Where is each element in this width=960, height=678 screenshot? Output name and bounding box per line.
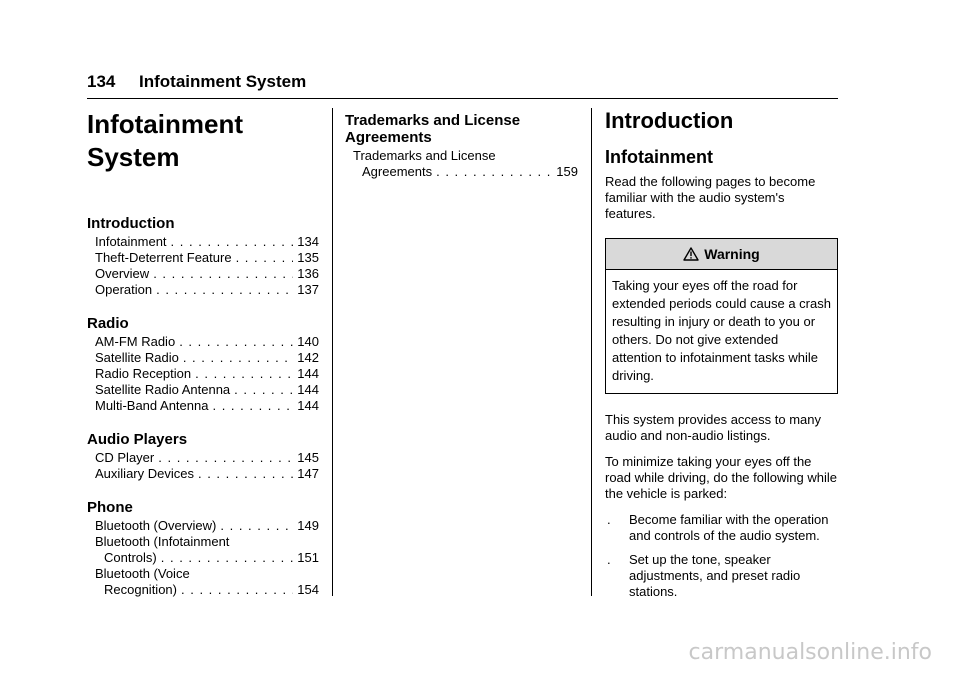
content-column bbox=[605, 108, 838, 608]
toc-heading: Introduction bbox=[87, 215, 175, 232]
toc-heading: Audio Players bbox=[87, 431, 188, 448]
toc-section-audio-players bbox=[87, 431, 319, 482]
toc-page-number: 154 bbox=[297, 582, 319, 597]
column-divider bbox=[591, 108, 592, 596]
toc-entry[interactable]: Theft-Deterrent Feature . . . 135 bbox=[87, 250, 319, 266]
toc-page-number: 135 bbox=[297, 250, 319, 265]
toc-page-number: 144 bbox=[297, 382, 319, 397]
toc-section-introduction bbox=[87, 215, 319, 298]
toc-page-number: 147 bbox=[297, 466, 319, 481]
bullet-item bbox=[605, 512, 838, 544]
toc-entry[interactable]: Overview . . . 136 bbox=[87, 266, 319, 282]
toc-entry[interactable]: Radio Reception . . . 144 bbox=[87, 366, 319, 382]
running-section-title: Infotainment System bbox=[139, 72, 307, 91]
toc-entry[interactable]: Bluetooth (Infotainment Controls) . . . 151 bbox=[87, 534, 319, 566]
header-rule bbox=[87, 98, 838, 99]
toc-page-number: 145 bbox=[297, 450, 319, 465]
toc-section-radio bbox=[87, 315, 319, 414]
bullet-text: Become familiar with the operation and controls of the audio system. bbox=[629, 512, 829, 543]
toc-heading: Phone bbox=[87, 499, 133, 516]
intro-paragraph: Read the following pages to become familiar with the audio system's features. bbox=[605, 174, 816, 221]
toc-page-number: 144 bbox=[297, 398, 319, 413]
toc-entry[interactable]: Operation . . . 137 bbox=[87, 282, 319, 298]
toc-page-number: 140 bbox=[297, 334, 319, 349]
toc-page-number: 149 bbox=[297, 518, 319, 533]
toc-page-number: 137 bbox=[297, 282, 319, 297]
subsection-heading: Infotainment bbox=[605, 147, 713, 167]
watermark: carmanualsonline.info bbox=[688, 640, 932, 665]
toc-entry[interactable]: Auxiliary Devices . . . 147 bbox=[87, 466, 319, 482]
warning-text: Taking your eyes off the road for extended periods could cause a crash resulting in injury or death to you or others. Do not give extended attention to infotainment tasks while driving. bbox=[612, 278, 831, 383]
bullet-text: Set up the tone, speaker adjustments, and preset radio stations. bbox=[629, 552, 801, 599]
bullet-mark: . bbox=[607, 512, 611, 527]
warning-label: Warning bbox=[704, 246, 760, 262]
toc-entry[interactable]: Satellite Radio Antenna . . . 144 bbox=[87, 382, 319, 398]
toc-page-number: 134 bbox=[297, 234, 319, 249]
column-divider bbox=[332, 108, 333, 596]
toc-heading: Radio bbox=[87, 315, 129, 332]
toc-page-number: 136 bbox=[297, 266, 319, 281]
toc-entry[interactable]: Trademarks and License Agreements . . . 159 bbox=[345, 148, 578, 180]
toc-heading: Trademarks and License Agreements bbox=[345, 112, 521, 146]
toc-page-number: 151 bbox=[297, 550, 319, 565]
toc-column-2 bbox=[345, 112, 578, 180]
toc-entry[interactable]: Multi-Band Antenna . . . 144 bbox=[87, 398, 319, 414]
toc-entry[interactable]: CD Player . . . 145 bbox=[87, 450, 319, 466]
toc-page-number: 144 bbox=[297, 366, 319, 381]
page-number: 134 bbox=[87, 72, 116, 91]
section-heading: Introduction bbox=[605, 108, 734, 133]
toc-entry[interactable]: Satellite Radio . . . 142 bbox=[87, 350, 319, 366]
toc-entry[interactable]: Bluetooth (Overview) . . . 149 bbox=[87, 518, 319, 534]
warning-header bbox=[606, 239, 837, 270]
chapter-title: Infotainment System bbox=[87, 109, 243, 172]
warning-triangle-icon bbox=[683, 247, 699, 261]
toc-entry[interactable]: Bluetooth (Voice Recognition) . . . 154 bbox=[87, 566, 319, 598]
paragraph: To minimize taking your eyes off the road while driving, do the following while the vehicle is parked: bbox=[605, 454, 837, 501]
toc-column-1 bbox=[87, 108, 319, 598]
warning-box bbox=[605, 238, 838, 394]
toc-entry[interactable]: AM-FM Radio . . . 140 bbox=[87, 334, 319, 350]
toc-page-number: 142 bbox=[297, 350, 319, 365]
bullet-item bbox=[605, 552, 838, 600]
toc-page-number: 159 bbox=[556, 164, 578, 179]
toc-section-phone bbox=[87, 499, 319, 598]
bullet-mark: . bbox=[607, 552, 611, 567]
paragraph: This system provides access to many audio and non-audio listings. bbox=[605, 412, 822, 443]
page-header bbox=[87, 72, 306, 92]
toc-entry[interactable]: Infotainment . . . 134 bbox=[87, 234, 319, 250]
